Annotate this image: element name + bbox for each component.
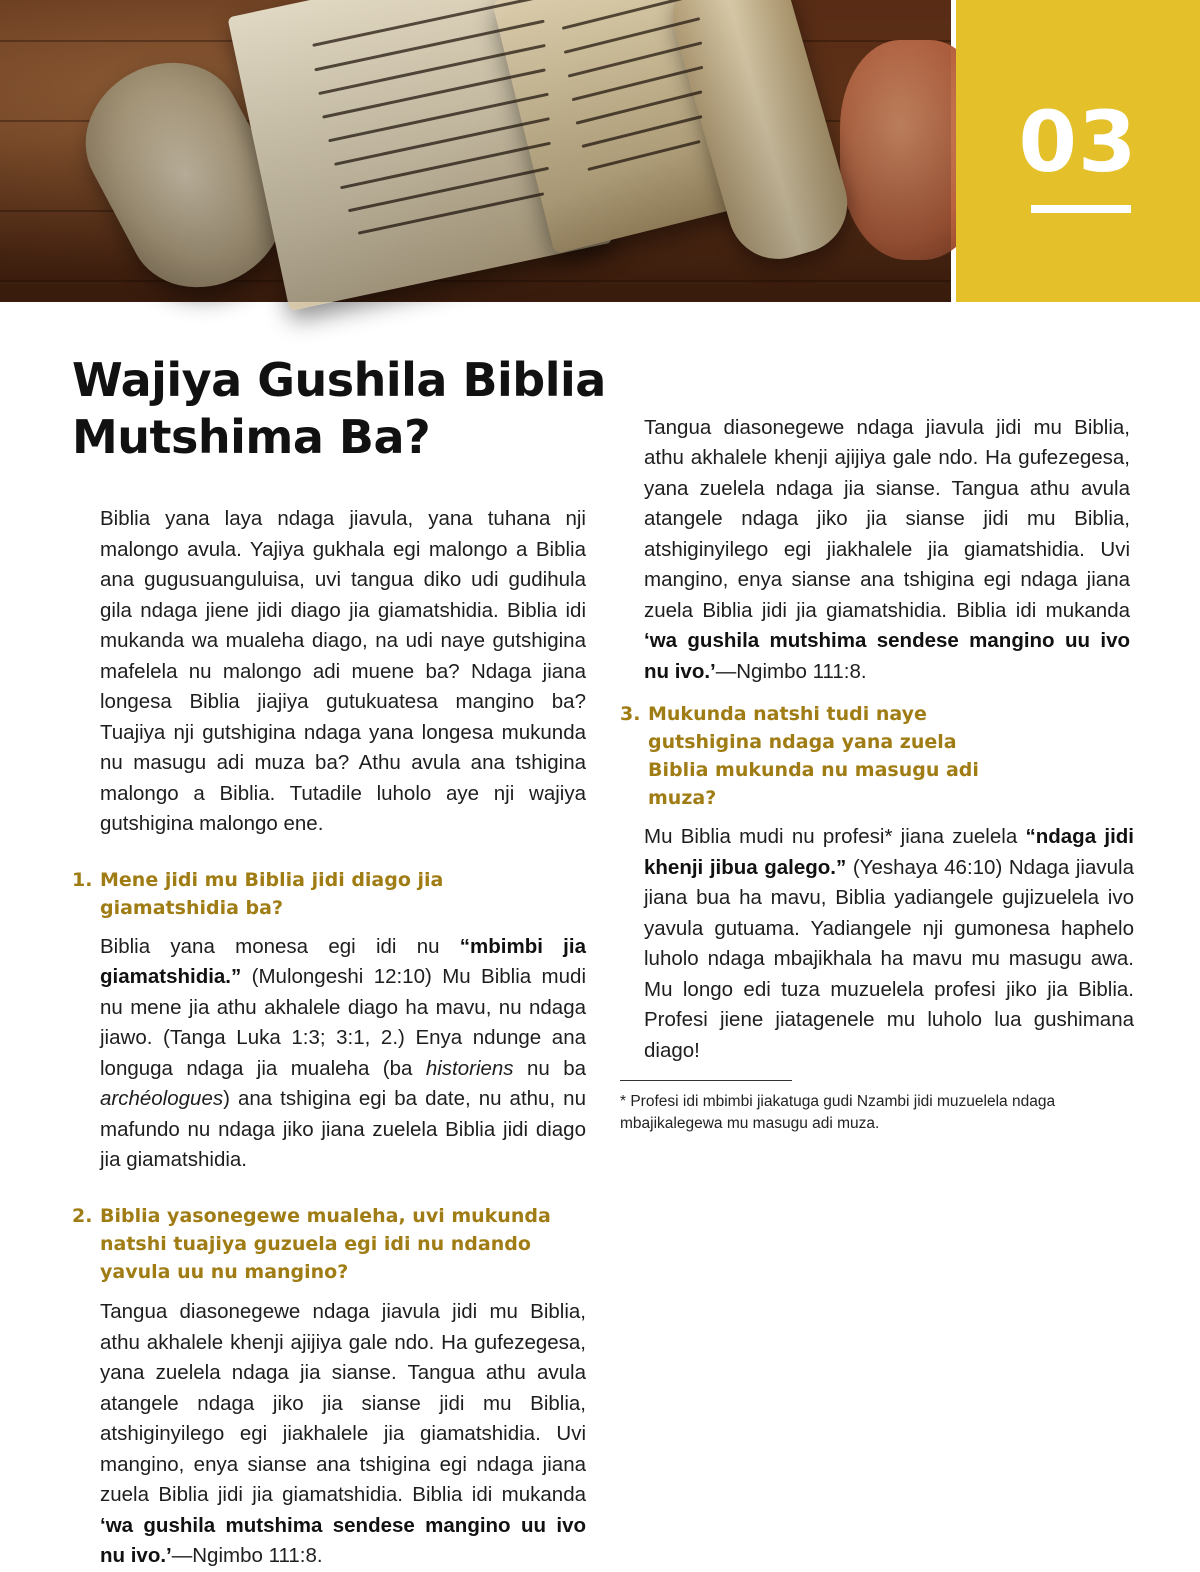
answer-3-text-b: (Yeshaya 46:10) Ndaga jiavula jiana bua ha mavu, Biblia yadiangele gujizuelela ivo yavula gutuama. Yadiangele nji gumonesa haphelo luholo ndaga mbajikhala ha mavu mu masugu awa. Mu longo edi tuza muzuelela profesi jiko jia Biblia. Profesi jiene jiatagenele mu luholo lua gushimana diago! xyxy=(644,855,1134,1062)
question-1-number: 1. xyxy=(72,868,93,891)
answer-1-term-archeologues: archéologues xyxy=(100,1087,224,1110)
right-column xyxy=(620,700,1134,1135)
question-3 xyxy=(620,700,1134,812)
answer-3-paragraph xyxy=(620,822,1134,1066)
answer-2-quote: ‘wa gushila mutshima sendese mangino uu ivo nu ivo.’ xyxy=(100,1513,586,1567)
answer-2-text-b: —Ngimbo 111:8. xyxy=(171,1544,323,1567)
question-3-text: Mukunda natshi tudi naye gutshigina ndaga yana zuela Biblia mukunda nu masugu adi muza? xyxy=(648,703,979,809)
lesson-number-underline xyxy=(1031,205,1131,213)
answer-1-quote: “mbimbi jia giamatshidia.” xyxy=(100,934,586,988)
header-image xyxy=(0,0,951,302)
answer-2-paragraph-continued xyxy=(616,413,1130,688)
answer-1-text-a: Biblia yana monesa egi idi nu xyxy=(100,934,460,958)
page-title xyxy=(72,352,672,466)
answer-2-continued-box xyxy=(620,415,1134,687)
left-column xyxy=(72,504,586,1286)
answer-2-continued-text-b: —Ngimbo 111:8. xyxy=(715,659,867,683)
question-2-text: Biblia yasonegewe mualeha, uvi mukunda natshi tuajiya guzuela egi idi nu ndando yavula uu nu mangino? xyxy=(100,1204,551,1283)
answer-2-text-a: Tangua diasonegewe ndaga jiavula jidi mu Biblia, athu akhalele khenji ajijiya gale ndo. Ha gufezegesa, yana zuelela ndaga jia sianse. Tangua athu avula atangele ndaga jiko jia sianse jidi mu Biblia, atshiginyilego egi jiakhalele jia giamatshidia. Uvi mangino, enya sianse ana tshigina egi ndaga jiana zuela Biblia jidi jia giamatshidia. Biblia idi mukanda xyxy=(100,1300,586,1506)
lesson-number-tab xyxy=(956,0,1200,302)
answer-1-text-b: (Mulongeshi 12:10) Mu Biblia mudi nu mene jia athu akhalele diago ha mavu, nu ndaga jiawo. (Tanga Luka 1:3; 3:1, 2.) Enya ndunge ana longuga ndaga jia mualeha (ba xyxy=(100,965,586,1080)
footnote: * Profesi idi mbimbi jiakatuga gudi Nzambi jidi muzuelela ndaga mbajikalegewa mu masugu adi muza. xyxy=(620,1093,1056,1132)
lesson-number: 03 xyxy=(1018,93,1138,191)
page-title-line-1: Wajiya Gushila Biblia xyxy=(72,353,606,407)
answer-1-text-c: nu ba xyxy=(513,1056,586,1080)
answer-1-paragraph xyxy=(72,932,586,1176)
question-3-number: 3. xyxy=(620,703,641,725)
answer-2-continued-quote: ‘wa gushila mutshima sendese mangino uu ivo nu ivo.’ xyxy=(644,629,1130,683)
footnote-divider xyxy=(620,1080,792,1081)
page-title-line-2: Mutshima Ba? xyxy=(72,410,431,464)
question-1-text: Mene jidi mu Biblia jidi diago jia giamatshidia ba? xyxy=(100,868,444,919)
answer-1-text-d: ) ana tshigina egi ba date, nu athu, nu mafundo nu ndaga jiko jiana zuelela Biblia jidi diago jia giamatshidia. xyxy=(100,1087,586,1171)
question-2-number: 2. xyxy=(72,1204,93,1227)
question-2 xyxy=(72,1202,586,1286)
answer-1-term-historiens: historiens xyxy=(425,1056,514,1080)
answer-2-start-box xyxy=(72,1297,586,1567)
question-1 xyxy=(72,866,586,922)
answer-3-text-a: Mu Biblia mudi nu profesi* jiana zuelela xyxy=(644,825,1026,848)
answer-3-quote: “ndaga jidi khenji jibua galego.” xyxy=(644,825,1134,879)
answer-2-continued-text-a: Tangua diasonegewe ndaga jiavula jidi mu Biblia, athu akhalele khenji ajijiya gale ndo. Ha gufezegesa, yana zuelela ndaga jia sianse. Tangua athu avula atangele ndaga jiko jia sianse jidi mu Biblia, atshiginyilego egi jiakhalele jia giamatshidia. Uvi mangino, enya sianse ana tshigina egi ndaga jiana zuela Biblia jidi jia giamatshidia. Biblia idi mukanda xyxy=(644,415,1130,622)
answer-2-paragraph xyxy=(72,1297,586,1572)
intro-paragraph: Biblia yana laya ndaga jiavula, yana tuhana nji malongo avula. Yajiya gukhala egi malongo a Biblia ana gugusuanguluisa, uvi tangua diko udi gudihula gila ndaga jiene jidi diago jia giamatshidia. Biblia idi mukanda wa mualeha diago, na udi naye gutshigina mafelela nu malongo adi muene ba? Ndaga jiana longesa Biblia jiajiya gutukuatesa mangino ba? Tuajiya nji gutshigina ndaga yana longesa mukunda nu masugu adi muza ba? Athu avula ana tshigina malongo a Biblia. Tutadile luholo aye nji wajiya gutshigina malongo ene. xyxy=(100,507,586,835)
